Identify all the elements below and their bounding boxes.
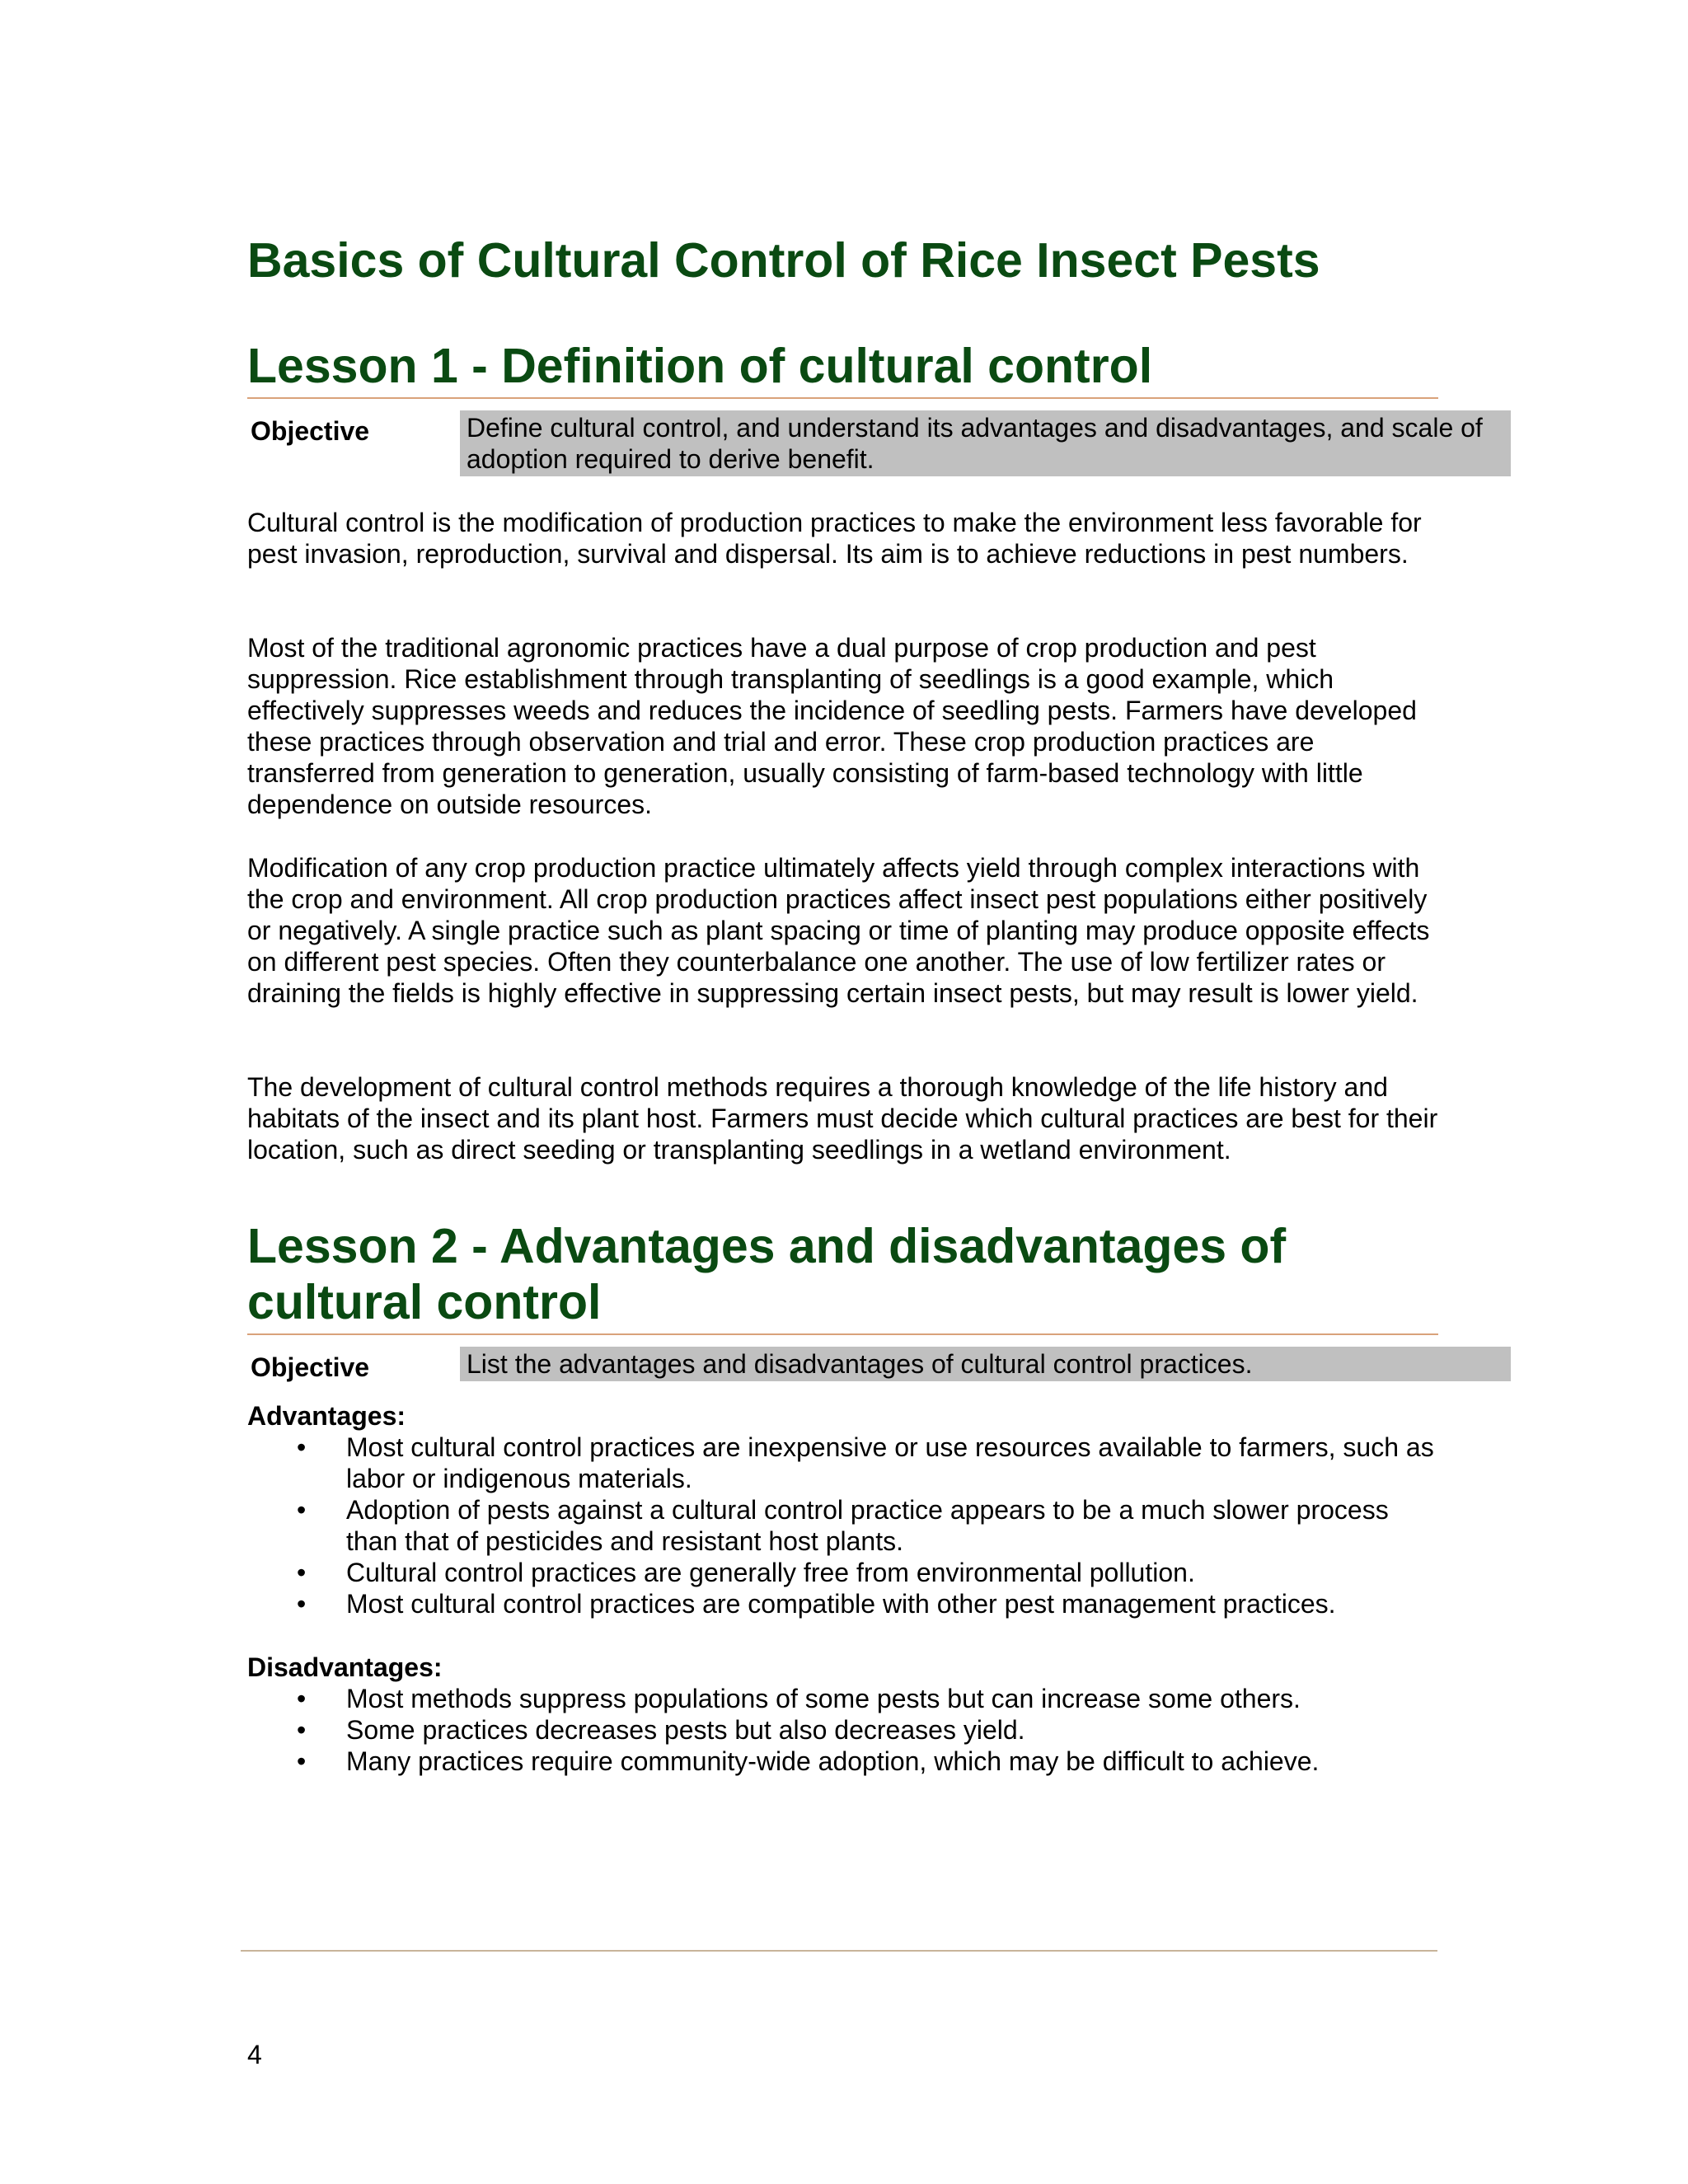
document-title: Basics of Cultural Control of Rice Insect Pests <box>247 233 1320 288</box>
bullet-icon: • <box>297 1495 307 1525</box>
advantages-heading: Advantages: <box>247 1401 406 1431</box>
bullet-icon: • <box>297 1715 307 1745</box>
bullet-icon: • <box>297 1746 307 1776</box>
objective-label: Objective <box>251 1352 370 1382</box>
lesson-2-heading: Lesson 2 - Advantages and disadvantages of cultural control <box>247 1219 1287 1329</box>
lesson-1-body <box>247 632 1442 820</box>
lesson-1-divider <box>247 397 1438 399</box>
page-number: 4 <box>247 2040 262 2069</box>
list-item: • Some practices decreases pests but also decreases yield. <box>297 1715 1025 1745</box>
list-item: • Most cultural control practices are compatible with other pest management practices. <box>297 1589 1336 1619</box>
list-item: • Adoption of pests against a cultural control practice appears to be a much slower process than that of pesticides and resistant host plants. <box>297 1495 1389 1556</box>
lesson-1-section <box>247 338 1483 476</box>
lesson-2-divider <box>247 1333 1438 1335</box>
disadvantages-list <box>247 1683 1442 1777</box>
footer-divider <box>241 1950 1437 1952</box>
paragraph: Cultural control is the modification of production practices to make the environment less favorable for pest invasion, reproduction, survival and dispersal. Its aim is to achieve reductions in pest numbers. <box>247 508 1422 569</box>
bullet-icon: • <box>297 1684 307 1713</box>
bullet-icon: • <box>297 1558 307 1587</box>
disadvantages-section <box>247 1652 1442 1777</box>
paragraph: Modification of any crop production practice ultimately affects yield through complex interactions with the crop and environment. All crop production practices affect insect pest populations either positively or negatively. A single practice such as plant spacing or time of planting may produce opposite effects on different pest species. Often they counterbalance one another. The use of low fertilizer rates or draining the fields is highly effective in suppressing certain insect pests, but may result is lower yield. <box>247 853 1430 1008</box>
objective-text: Define cultural control, and understand its advantages and disadvantages, and scale of adoption required to derive benefit. <box>460 410 1511 476</box>
lesson-2-objective <box>247 1347 1442 1383</box>
lesson-1-body <box>247 1071 1442 1165</box>
objective-label: Objective <box>251 416 370 446</box>
lesson-1-objective <box>247 410 1483 476</box>
bullet-icon: • <box>297 1589 307 1619</box>
objective-text: List the advantages and disadvantages of cultural control practices. <box>460 1347 1511 1381</box>
list-item: • Most methods suppress populations of some pests but can increase some others. <box>297 1684 1301 1713</box>
lesson-1-heading: Lesson 1 - Definition of cultural control <box>247 339 1153 393</box>
list-item: • Many practices require community-wide adoption, which may be difficult to achieve. <box>297 1746 1320 1776</box>
list-item: • Most cultural control practices are inexpensive or use resources available to farmers, such as labor or indigenous materials. <box>297 1432 1434 1493</box>
bullet-icon: • <box>297 1432 307 1462</box>
advantages-list <box>247 1432 1442 1619</box>
lesson-1-body <box>247 507 1442 569</box>
lesson-2-section <box>247 1218 1442 1383</box>
lesson-1-body <box>247 852 1442 1009</box>
list-item: • Cultural control practices are generally free from environmental pollution. <box>297 1558 1195 1587</box>
advantages-section <box>247 1400 1442 1619</box>
paragraph: Most of the traditional agronomic practices have a dual purpose of crop production and pest suppression. Rice establishment through transplanting of seedlings is a good example, which effectively suppresses weeds and reduces the incidence of seedling pests. Farmers have developed these practices through observation and trial and error. These crop production practices are transferred from generation to generation, usually consisting of farm-based technology with little dependence on outside resources. <box>247 633 1417 819</box>
paragraph: The development of cultural control methods requires a thorough knowledge of the life history and habitats of the insect and its plant host. Farmers must decide which cultural practices are best for their location, such as direct seeding or transplanting seedlings in a wetland environment. <box>247 1072 1438 1165</box>
disadvantages-heading: Disadvantages: <box>247 1652 443 1682</box>
